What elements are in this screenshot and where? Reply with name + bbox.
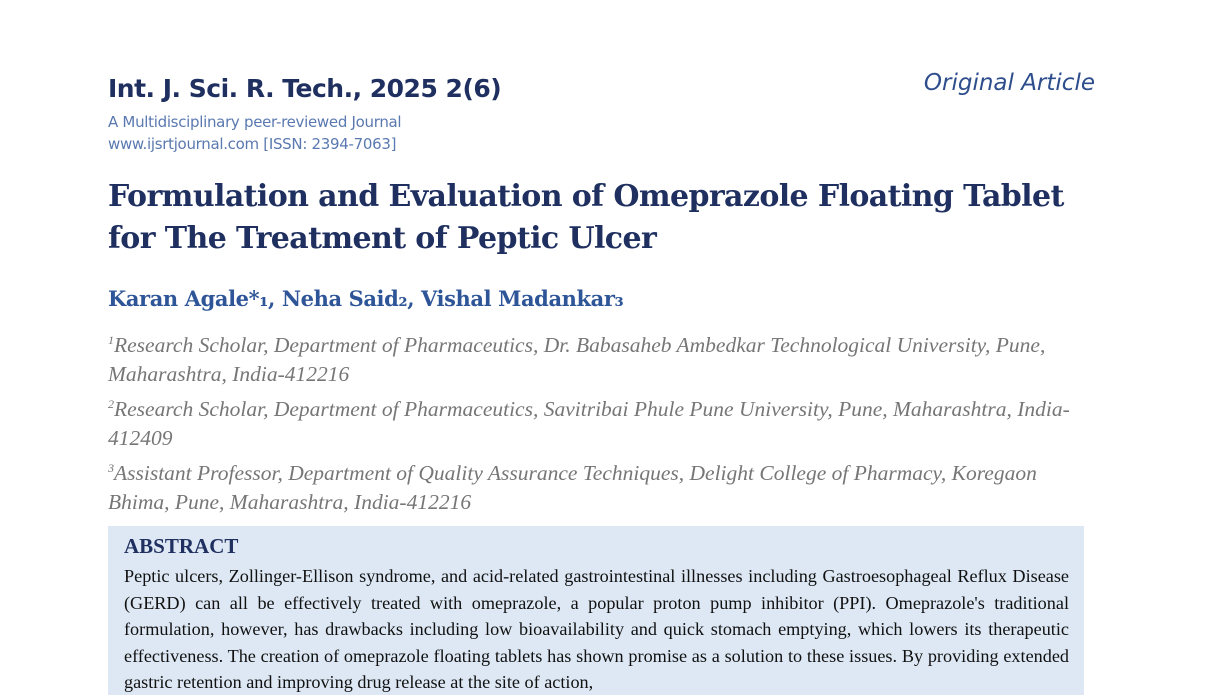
abstract-text: Peptic ulcers, Zollinger-Ellison syndrome, and acid-related gastrointestinal illnesses including Gastroesophageal Reflux Disease (GERD) can all be effectively treated with omeprazole, a popular proton pump inhibitor (PPI). Omeprazole's traditional formulation, however, has drawbacks including low bioavailability and quick stomach emptying, which lowers its therapeutic effectiveness. The creation of omeprazole floating tablets has shown promise as a solution to these issues. By providing extended gastric retention and improving drug release at the site of action, [124, 566, 1069, 692]
author-list: Karan Agale*₁, Neha Said₂, Vishal Madankar₃ [108, 286, 624, 311]
article-type-label: Original Article [923, 70, 1095, 96]
paper-title: Formulation and Evaluation of Omeprazole Floating Tablet for The Treatment of Peptic Ulcer [108, 179, 1064, 256]
affiliation-2-text: Research Scholar, Department of Pharmaceutics, Savitribai Phule Pune University, Pune, Maharashtra, India-412409 [108, 396, 1070, 451]
abstract-box [108, 526, 1084, 695]
journal-website-issn[interactable]: www.ijsrtjournal.com [ISSN: 2394-7063] [108, 135, 397, 153]
affiliation-3-number: 3 [108, 460, 114, 475]
affiliation-1 [108, 326, 1083, 390]
affiliation-2-number: 2 [108, 396, 114, 411]
affiliation-list [108, 326, 1083, 517]
abstract-heading: ABSTRACT [124, 534, 239, 558]
affiliation-2 [108, 390, 1083, 454]
affiliation-3-text: Assistant Professor, Department of Quality Assurance Techniques, Delight College of Pharmacy, Koregaon Bhima, Pune, Maharashtra, India-412216 [108, 460, 1037, 514]
affiliation-1-number: 1 [108, 333, 114, 347]
journal-title: Int. J. Sci. R. Tech., 2025 2(6) [108, 74, 502, 103]
journal-description: A Multidisciplinary peer-reviewed Journal [108, 113, 402, 131]
affiliation-3 [108, 454, 1083, 518]
affiliation-1-text: Research Scholar, Department of Pharmaceutics, Dr. Babasaheb Ambedkar Technological University, Pune, Maharashtra, India-412216 [108, 333, 1046, 387]
